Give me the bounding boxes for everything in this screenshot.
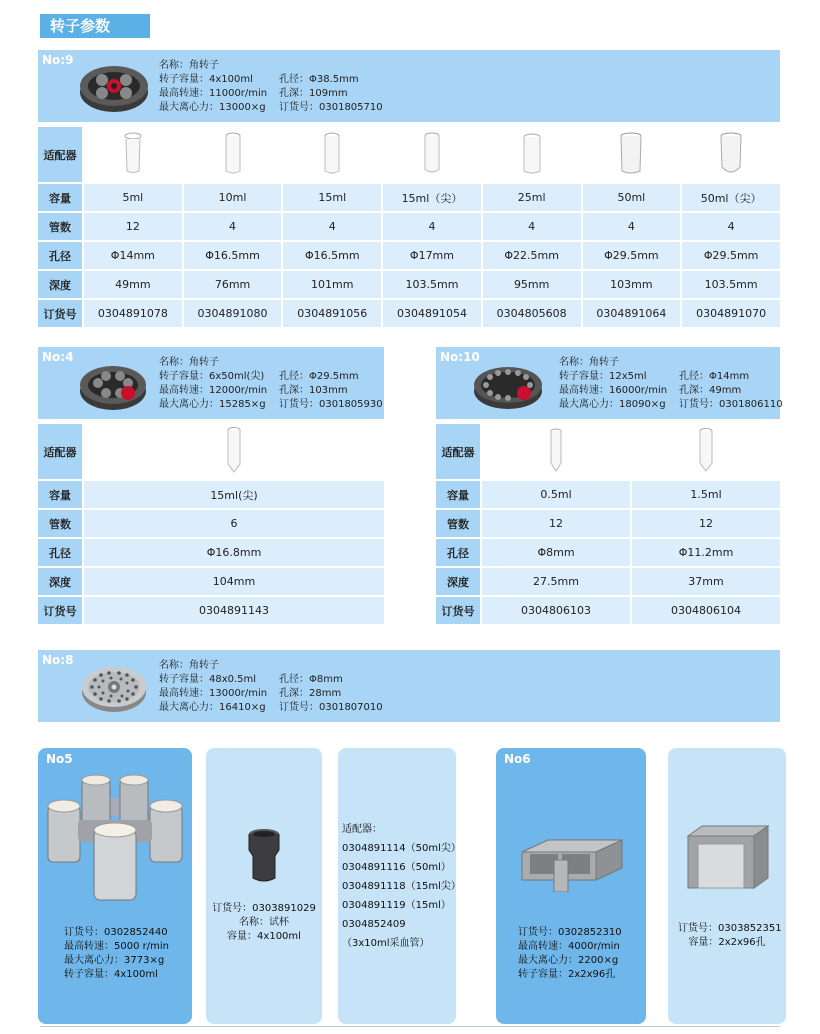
card-specs [678, 922, 782, 950]
cell-bore: Φ8mm [482, 539, 630, 566]
rotor-no9-header [38, 50, 780, 122]
cell-order: 0304891078 [84, 300, 182, 327]
swing-bucket-rotor-icon [44, 770, 186, 902]
list-item: （3x10ml采血管） [342, 938, 430, 949]
adapter-tube-icon [283, 127, 381, 182]
cell-depth: 103mm [583, 271, 681, 298]
cell-bore: Φ14mm [84, 242, 182, 269]
spec-capacity: 转子容量：12x5ml [559, 371, 647, 382]
row-label-order: 订货号 [436, 597, 480, 624]
row-label-tubes: 管数 [436, 510, 480, 537]
micro-rotor-icon [78, 656, 150, 718]
spec-speed: 最高转速：5000 r/min [64, 941, 169, 952]
spec-speed: 最高转速：16000r/min [559, 385, 668, 396]
cell-capacity: 50ml（尖） [682, 184, 780, 211]
test-cup-icon [244, 826, 284, 886]
spec-order: 订货号：0303891029 [212, 903, 316, 914]
spec-order: 订货号：0301807010 [279, 702, 383, 713]
cell-capacity: 1.5ml [632, 481, 780, 508]
spec-force: 最大离心力：13000×g [159, 102, 266, 113]
spec-order: 订货号：0302852440 [64, 927, 168, 938]
adapter-tube-icon [483, 127, 581, 182]
rotor-no10-header [436, 347, 783, 419]
cell-bore: Φ22.5mm [483, 242, 581, 269]
cell-depth: 103.5mm [682, 271, 780, 298]
cell-depth: 27.5mm [482, 568, 630, 595]
cell-depth: 104mm [84, 568, 384, 595]
cell-order: 0304806104 [632, 597, 780, 624]
rotor-no6-card [496, 748, 646, 1024]
cell-order: 0304891054 [383, 300, 481, 327]
cell-tubes: 4 [583, 213, 681, 240]
cell-bore: Φ16.8mm [84, 539, 384, 566]
card-specs [64, 926, 169, 982]
spec-depth: 孔深：28mm [279, 688, 342, 699]
adapter-tube-icon [84, 127, 182, 182]
spec-order: 订货号：0302852310 [518, 927, 622, 938]
row-label-depth: 深度 [436, 568, 480, 595]
spec-force: 最大离心力：2200×g [518, 955, 619, 966]
cell-tubes: 4 [283, 213, 381, 240]
cell-tubes: 12 [84, 213, 182, 240]
cell-capacity: 5ml [84, 184, 182, 211]
spec-name: 名称：角转子 [159, 660, 219, 671]
row-label-adapter: 适配器 [38, 127, 82, 182]
spec-order: 订货号：0303852351 [678, 923, 782, 934]
spec-force: 最大离心力：18090×g [559, 399, 666, 410]
cell-capacity: 0.5ml [482, 481, 630, 508]
cell-capacity: 50ml [583, 184, 681, 211]
cell-tubes: 4 [383, 213, 481, 240]
cell-capacity: 15ml(尖) [84, 481, 384, 508]
spec-capacity: 转子容量：6x50ml(尖) [159, 371, 265, 382]
cell-capacity: 15ml [283, 184, 381, 211]
spec-capacity: 转子容量：4x100ml [159, 74, 253, 85]
rotor-no4-header [38, 347, 384, 419]
list-item: 0304891119（15ml） [342, 900, 451, 911]
angle-rotor-icon [76, 56, 154, 116]
spec-bore: 孔径：Φ14mm [679, 371, 750, 382]
cell-capacity: 10ml [184, 184, 282, 211]
cell-order: 0304806103 [482, 597, 630, 624]
rotor-no10-table [434, 422, 782, 626]
spec-force: 最大离心力：3773×g [64, 955, 165, 966]
plate-holder-card [668, 748, 786, 1024]
angle-rotor-icon [76, 355, 152, 413]
spec-bore: 孔径：Φ8mm [279, 674, 343, 685]
cell-bore: Φ29.5mm [682, 242, 780, 269]
spec-name: 名称：角转子 [559, 357, 619, 368]
plate-rotor-icon [520, 830, 624, 892]
adapter-tube-icon [682, 127, 780, 182]
row-label-depth: 深度 [38, 568, 82, 595]
row-label-bore: 孔径 [38, 539, 82, 566]
spec-capacity: 转子容量：4x100ml [64, 969, 158, 980]
row-label-tubes: 管数 [38, 213, 82, 240]
spec-capacity: 转子容量：48x0.5ml [159, 674, 257, 685]
cup-card [206, 748, 322, 1024]
cell-bore: Φ11.2mm [632, 539, 780, 566]
spec-bore: 孔径：Φ29.5mm [279, 371, 359, 382]
spec-force: 最大离心力：16410×g [159, 702, 266, 713]
cell-tubes: 4 [184, 213, 282, 240]
adapter-list-card [338, 748, 461, 1024]
cell-tubes: 6 [84, 510, 384, 537]
spec-name: 名称：试杯 [239, 917, 289, 928]
row-label-order: 订货号 [38, 597, 82, 624]
row-label-capacity: 容量 [38, 481, 82, 508]
spec-capacity: 转子容量：2x2x96孔 [518, 969, 616, 980]
cell-capacity: 25ml [483, 184, 581, 211]
spec-speed: 最高转速：12000r/min [159, 385, 268, 396]
row-label-adapter: 适配器 [436, 424, 480, 479]
adapter-list-title: 适配器： [342, 824, 382, 835]
rotor-no9-table [36, 125, 782, 329]
spec-speed: 最高转速：13000r/min [159, 688, 268, 699]
adapter-tube-icon [383, 127, 481, 182]
spec-force: 最大离心力：15285×g [159, 399, 266, 410]
list-item: 0304891116（50ml） [342, 862, 451, 873]
adapter-tube-icon [583, 127, 681, 182]
angle-rotor-icon [470, 357, 548, 413]
adapter-tube-icon [84, 424, 384, 479]
row-label-bore: 孔径 [436, 539, 480, 566]
row-label-tubes: 管数 [38, 510, 82, 537]
row-label-capacity: 容量 [38, 184, 82, 211]
cell-tubes: 4 [483, 213, 581, 240]
rotor-specs [159, 659, 383, 715]
cell-bore: Φ16.5mm [283, 242, 381, 269]
cell-tubes: 4 [682, 213, 780, 240]
cell-depth: 103.5mm [383, 271, 481, 298]
cell-depth: 101mm [283, 271, 381, 298]
spec-depth: 孔深：103mm [279, 385, 348, 396]
rotor-number: No5 [46, 752, 73, 766]
rotor-number: No6 [504, 752, 531, 766]
cell-depth: 49mm [84, 271, 182, 298]
rotor-number: No:10 [440, 350, 480, 364]
rotor-specs [159, 356, 383, 412]
cell-order: 0304891070 [682, 300, 780, 327]
spec-depth: 孔深：109mm [279, 88, 348, 99]
row-label-adapter: 适配器 [38, 424, 82, 479]
rotor-specs [159, 59, 383, 115]
spec-speed: 最高转速：11000r/min [159, 88, 268, 99]
spec-order: 订货号：0301806110 [679, 399, 783, 410]
adapter-tube-icon [184, 127, 282, 182]
cell-order: 0304891143 [84, 597, 384, 624]
row-label-bore: 孔径 [38, 242, 82, 269]
list-item: 0304852409 [342, 919, 406, 930]
cell-order: 0304891056 [283, 300, 381, 327]
spec-name: 名称：角转子 [159, 60, 219, 71]
card-specs [212, 902, 316, 944]
rotor-no4-table [36, 422, 386, 626]
cell-depth: 76mm [184, 271, 282, 298]
row-label-capacity: 容量 [436, 481, 480, 508]
cell-depth: 37mm [632, 568, 780, 595]
cell-tubes: 12 [632, 510, 780, 537]
list-item: 0304891114（50ml尖） [342, 843, 461, 854]
row-label-order: 订货号 [38, 300, 82, 327]
adapter-list [342, 820, 461, 953]
spec-order: 订货号：0301805710 [279, 102, 383, 113]
spec-capacity: 容量：2x2x96孔 [688, 937, 766, 948]
adapter-tube-icon [482, 424, 630, 479]
card-specs [518, 926, 622, 982]
cell-order: 0304891064 [583, 300, 681, 327]
spec-capacity: 容量：4x100ml [227, 931, 301, 942]
spec-bore: 孔径：Φ38.5mm [279, 74, 359, 85]
spec-order: 订货号：0301805930 [279, 399, 383, 410]
adapter-tube-icon [632, 424, 780, 479]
cell-bore: Φ29.5mm [583, 242, 681, 269]
rotor-specs [559, 356, 783, 412]
page-title: 转子参数 [40, 14, 150, 38]
cell-depth: 95mm [483, 271, 581, 298]
rotor-number: No:8 [42, 653, 74, 667]
cell-order: 0304805608 [483, 300, 581, 327]
spec-speed: 最高转速：4000r/min [518, 941, 620, 952]
cell-capacity: 15ml（尖） [383, 184, 481, 211]
cell-order: 0304891080 [184, 300, 282, 327]
plate-holder-icon [682, 822, 772, 894]
rotor-no5-card [38, 748, 192, 1024]
cell-tubes: 12 [482, 510, 630, 537]
rotor-no8-header [38, 650, 780, 722]
list-item: 0304891118（15ml尖） [342, 881, 461, 892]
cell-bore: Φ17mm [383, 242, 481, 269]
spec-name: 名称：角转子 [159, 357, 219, 368]
rotor-number: No:4 [42, 350, 74, 364]
rotor-number: No:9 [42, 53, 74, 67]
row-label-depth: 深度 [38, 271, 82, 298]
cell-bore: Φ16.5mm [184, 242, 282, 269]
page-divider [40, 1026, 780, 1027]
spec-depth: 孔深：49mm [679, 385, 742, 396]
